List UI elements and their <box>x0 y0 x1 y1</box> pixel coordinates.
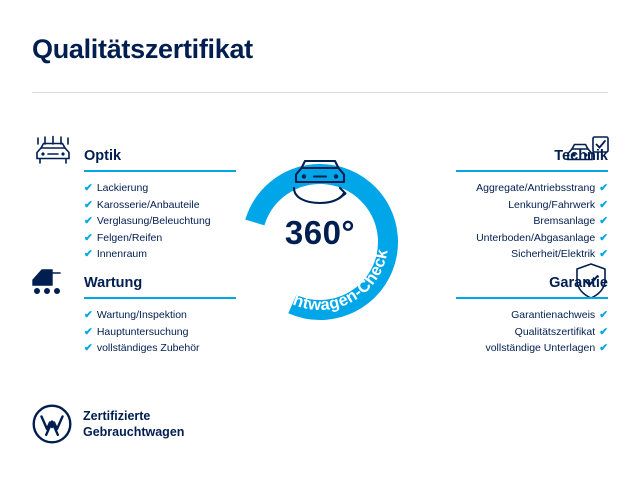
list-item <box>84 230 211 247</box>
section-heading-technik: Technik <box>554 148 608 164</box>
list-item <box>84 213 211 230</box>
list-item <box>485 324 608 341</box>
checklist-garantie <box>485 307 608 357</box>
check-icon: ✔ <box>84 182 93 194</box>
section-heading-garantie: Garantie <box>549 275 608 291</box>
check-icon: ✔ <box>84 231 93 244</box>
list-item-label: Wartung/Inspektion <box>96 309 187 321</box>
list-item <box>84 180 211 197</box>
checklist-technik <box>476 180 608 263</box>
section-rule-wartung <box>84 297 236 299</box>
list-item-label: vollständige Unterlagen <box>485 342 596 354</box>
badge-360-check <box>228 148 412 332</box>
section-heading-wartung: Wartung <box>84 275 143 291</box>
list-item-label: Qualitätszertifikat <box>514 325 596 338</box>
list-item <box>476 180 608 197</box>
car-front-icon <box>280 152 360 221</box>
check-icon: ✔ <box>84 342 93 354</box>
check-icon: ✔ <box>599 309 608 321</box>
check-icon: ✔ <box>84 248 93 260</box>
check-icon: ✔ <box>599 248 608 260</box>
checklist-wartung <box>84 307 200 357</box>
list-item <box>84 340 200 357</box>
footer-line-2: Gebrauchtwagen <box>83 425 185 439</box>
list-item <box>476 246 608 263</box>
list-item <box>476 213 608 230</box>
check-icon: ✔ <box>84 215 93 227</box>
section-rule-garantie <box>456 297 608 299</box>
check-icon: ✔ <box>599 215 608 227</box>
list-item-label: Verglasung/Beleuchtung <box>96 215 211 227</box>
list-item <box>476 197 608 214</box>
car-wash-icon <box>32 135 76 174</box>
check-icon: ✔ <box>84 309 93 321</box>
list-item-label: vollständiges Zubehör <box>96 342 200 354</box>
footer-brand <box>32 404 184 444</box>
check-icon: ✔ <box>599 182 608 194</box>
list-item-label: Aggregate/Antriebsstrang <box>476 182 596 194</box>
check-icon: ✔ <box>599 231 608 244</box>
title-divider <box>32 92 608 93</box>
badge-degrees: 360° <box>284 214 356 251</box>
checklist-optik <box>84 180 211 263</box>
check-icon: ✔ <box>84 198 93 211</box>
list-item <box>84 307 200 324</box>
list-item-label: Bremsanlage <box>533 215 596 227</box>
list-item-label: Unterboden/Abgasanlage <box>476 231 596 244</box>
list-item <box>476 230 608 247</box>
list-item-label: Lenkung/Fahrwerk <box>508 198 596 211</box>
page-title: Qualitätszertifikat <box>32 34 253 64</box>
check-icon: ✔ <box>84 325 93 338</box>
list-item-label: Karosserie/Anbauteile <box>96 198 200 211</box>
list-item-label: Hauptuntersuchung <box>96 325 189 338</box>
check-icon: ✔ <box>599 325 608 338</box>
list-item <box>84 246 211 263</box>
check-icon: ✔ <box>599 342 608 354</box>
footer-line-1: Zertifizierte <box>83 409 151 423</box>
section-rule-technik <box>456 170 608 172</box>
list-item-label: Sicherheit/Elektrik <box>511 248 596 260</box>
list-item-label: Garantienachweis <box>511 309 596 321</box>
footer-text-block <box>83 408 184 440</box>
service-cart-icon <box>30 264 76 305</box>
list-item-label: Felgen/Reifen <box>96 231 163 244</box>
svg-text:Gebrauchtwagen-Check: Gebrauchtwagen-Check <box>248 247 392 315</box>
list-item-label: Innenraum <box>96 248 148 260</box>
list-item <box>485 340 608 357</box>
list-item <box>84 324 200 341</box>
check-icon: ✔ <box>599 198 608 211</box>
vw-logo <box>32 404 72 444</box>
list-item <box>84 197 211 214</box>
list-item-label: Lackierung <box>96 182 149 194</box>
section-rule-optik <box>84 170 236 172</box>
section-heading-optik: Optik <box>84 148 122 164</box>
list-item <box>485 307 608 324</box>
